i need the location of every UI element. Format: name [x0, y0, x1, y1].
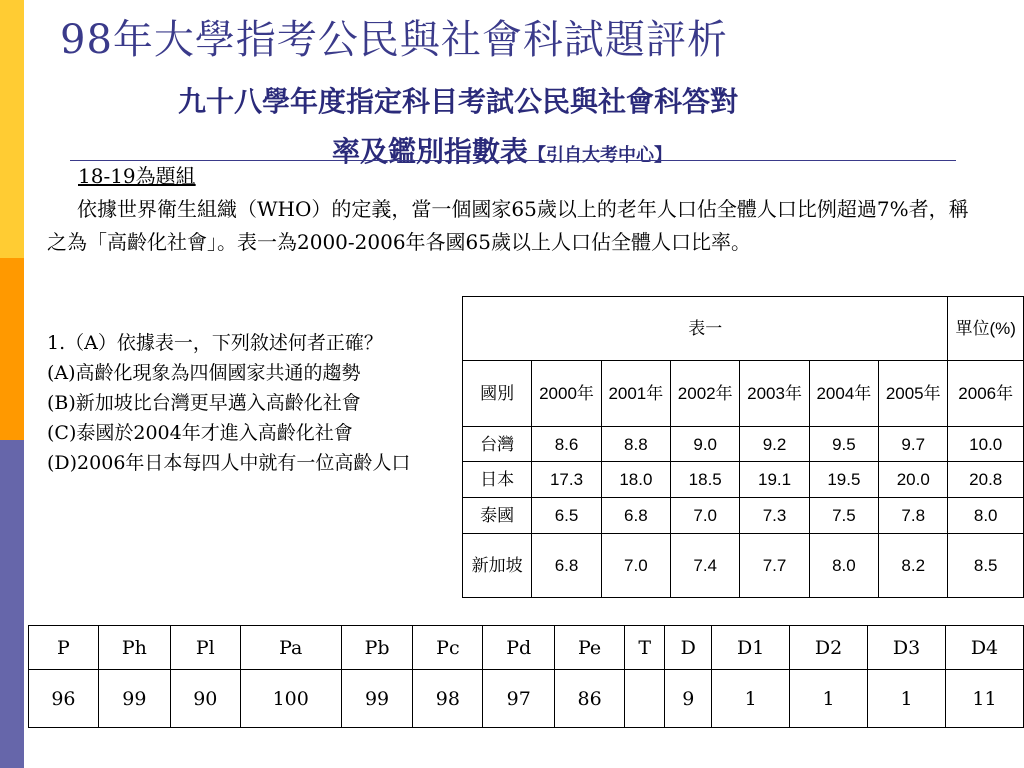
cell: 20.0	[879, 462, 948, 498]
stats-header: T	[625, 626, 665, 670]
cell: 18.5	[671, 462, 740, 498]
population-table	[462, 296, 1024, 598]
cell: 9.2	[740, 427, 809, 462]
header-year: 2002年	[671, 361, 740, 427]
header-year: 2004年	[809, 361, 878, 427]
stats-value: 1	[868, 670, 946, 728]
header-year: 2005年	[879, 361, 948, 427]
stats-value: 9	[665, 670, 712, 728]
stats-header: Pc	[413, 626, 483, 670]
stats-value: 99	[98, 670, 170, 728]
stats-value: 1	[790, 670, 868, 728]
stats-header: Pd	[483, 626, 555, 670]
side-bar-orange	[0, 258, 24, 440]
option-d: (D)2006年日本每四人中就有一位高齡人口	[47, 452, 411, 474]
side-bar-purple	[0, 440, 24, 768]
cell: 8.8	[601, 427, 670, 462]
cell: 台灣	[463, 427, 532, 462]
cell: 新加坡	[463, 534, 532, 598]
header-country: 國別	[463, 361, 532, 427]
cell: 7.7	[740, 534, 809, 598]
cell: 18.0	[601, 462, 670, 498]
stats-table	[28, 625, 1024, 728]
table-row	[463, 427, 1024, 462]
side-bar-yellow	[0, 0, 24, 258]
cell: 6.8	[532, 534, 601, 598]
cell: 8.0	[948, 498, 1024, 534]
option-c: (C)泰國於2004年才進入高齡化社會	[47, 422, 353, 444]
cell: 19.5	[809, 462, 878, 498]
subtitle-source: 【引自大考中心】	[528, 145, 673, 166]
stats-value: 100	[240, 670, 341, 728]
stats-value: 1	[712, 670, 790, 728]
stats-header: Pa	[240, 626, 341, 670]
subtitle-text: 率及鑑別指數表	[332, 135, 529, 168]
cell: 8.2	[879, 534, 948, 598]
stats-header: D4	[945, 626, 1023, 670]
slide-title: 98年大學指考公民與社會科試題評析	[60, 17, 728, 63]
slide-subtitle-line1: 九十八學年度指定科目考試公民與社會科答對	[178, 85, 739, 118]
cell: 日本	[463, 462, 532, 498]
stats-header: D1	[712, 626, 790, 670]
stats-value: 98	[413, 670, 483, 728]
stats-value: 11	[945, 670, 1023, 728]
stats-header: Pe	[555, 626, 625, 670]
cell: 19.1	[740, 462, 809, 498]
stats-header: D3	[868, 626, 946, 670]
group-label: 18-19為題組	[78, 164, 196, 188]
intro-paragraph	[47, 193, 977, 259]
header-year: 2000年	[532, 361, 601, 427]
stats-header-row	[29, 626, 1024, 670]
cell: 6.5	[532, 498, 601, 534]
stats-value: 96	[29, 670, 99, 728]
cell: 7.4	[671, 534, 740, 598]
stats-header: D	[665, 626, 712, 670]
stats-value	[625, 670, 665, 728]
table-caption-row	[463, 297, 1024, 361]
cell: 泰國	[463, 498, 532, 534]
cell: 9.5	[809, 427, 878, 462]
cell: 6.8	[601, 498, 670, 534]
cell: 7.0	[601, 534, 670, 598]
stats-value: 99	[341, 670, 413, 728]
cell: 9.0	[671, 427, 740, 462]
option-a: (A)高齡化現象為四個國家共通的趨勢	[47, 362, 361, 384]
cell: 7.0	[671, 498, 740, 534]
stats-value: 97	[483, 670, 555, 728]
intro-text: 依據世界衛生組織（WHO）的定義，當一個國家65歲以上的老年人口佔全體人口比例超過7%者，稱之為「高齡化社會」。表一為2000-2006年各國65歲以上人口佔全體人口比率。	[47, 197, 969, 254]
cell: 10.0	[948, 427, 1024, 462]
stats-value: 86	[555, 670, 625, 728]
stats-header: P	[29, 626, 99, 670]
cell: 8.0	[809, 534, 878, 598]
header-year: 2003年	[740, 361, 809, 427]
header-year: 2001年	[601, 361, 670, 427]
table-unit: 單位(%)	[948, 297, 1024, 361]
header-year: 2006年	[948, 361, 1024, 427]
stats-value: 90	[170, 670, 240, 728]
stats-header: Pb	[341, 626, 413, 670]
stats-header: Pl	[170, 626, 240, 670]
stats-header: D2	[790, 626, 868, 670]
title-divider	[70, 160, 956, 161]
table-row	[463, 498, 1024, 534]
table-caption: 表一	[463, 297, 948, 361]
question-block	[47, 328, 427, 478]
cell: 17.3	[532, 462, 601, 498]
option-b: (B)新加坡比台灣更早邁入高齡化社會	[47, 392, 361, 414]
slide-subtitle-line2	[332, 130, 672, 170]
cell: 9.7	[879, 427, 948, 462]
cell: 7.8	[879, 498, 948, 534]
cell: 7.5	[809, 498, 878, 534]
cell: 8.5	[948, 534, 1024, 598]
table-row	[463, 534, 1024, 598]
stats-header: Ph	[98, 626, 170, 670]
stats-value-row	[29, 670, 1024, 728]
cell: 20.8	[948, 462, 1024, 498]
question-stem: 1.（A）依據表一，下列敘述何者正確？	[47, 332, 383, 354]
cell: 8.6	[532, 427, 601, 462]
table-row	[463, 462, 1024, 498]
table-header-row	[463, 361, 1024, 427]
cell: 7.3	[740, 498, 809, 534]
